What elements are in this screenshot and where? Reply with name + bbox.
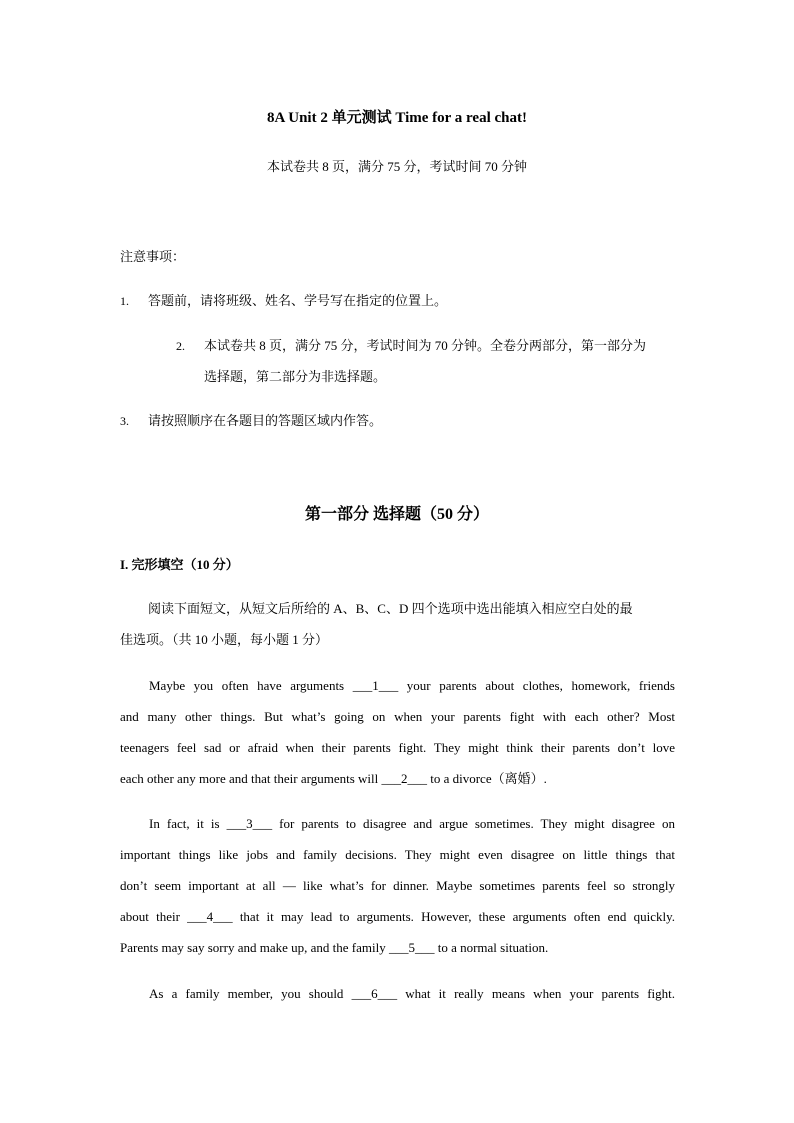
notice-item bbox=[176, 338, 646, 354]
page-subtitle: 本试卷共 8 页，满分 75 分，考试时间 70 分钟 bbox=[266, 159, 527, 174]
passage-line: each other any more and that their arguments will ___2___ to a divorce（离婚）. bbox=[120, 771, 547, 786]
notice-item-number: 2. bbox=[176, 339, 185, 353]
passage-line: about their ___4___ that it may lead to arguments. However, these arguments often end quickly. bbox=[120, 909, 675, 924]
notice-heading: 注意事项： bbox=[120, 249, 186, 264]
passage-line: As a family member, you should ___6___ what it really means when your parents fight. bbox=[149, 986, 675, 1001]
notice-item-text: 本试卷共 8 页，满分 75 分，考试时间为 70 分钟。全卷分两部分，第一部分为 bbox=[204, 338, 647, 353]
section-heading: I. 完形填空（10 分） bbox=[120, 557, 239, 572]
instruction-line: 阅读下面短文，从短文后所给的 A、B、C、D 四个选项中选出能填入相应空白处的最 bbox=[148, 601, 633, 616]
notice-item-text: 答题前，请将班级、姓名、学号写在指定的位置上。 bbox=[148, 293, 448, 308]
notice-item bbox=[120, 413, 382, 429]
instruction-line: 佳选项。（共 10 小题，每小题 1 分） bbox=[120, 632, 329, 647]
passage-line: teenagers feel sad or afraid when their parents fight. They might think their parents don’t love bbox=[120, 740, 675, 755]
passage-line: Parents may say sorry and make up, and the family ___5___ to a normal situation. bbox=[120, 940, 549, 955]
passage-line: don’t seem important at all — like what’s for dinner. Maybe sometimes parents feel so strongly bbox=[120, 878, 675, 893]
notice-item-continuation: 选择题，第二部分为非选择题。 bbox=[204, 369, 387, 384]
passage-line: Maybe you often have arguments ___1___ your parents about clothes, homework, friends bbox=[149, 678, 675, 693]
notice-item-number: 3. bbox=[120, 414, 129, 428]
notice-item bbox=[120, 293, 447, 309]
passage-line: and many other things. But what’s going on when your parents fight with each other? Most bbox=[120, 709, 675, 724]
notice-item-number: 1. bbox=[120, 294, 129, 308]
page-title: 8A Unit 2 单元测试 Time for a real chat! bbox=[267, 110, 527, 126]
notice-item-text: 请按照顺序在各题目的答题区域内作答。 bbox=[148, 413, 383, 428]
part-title: 第一部分 选择题（50 分） bbox=[304, 506, 489, 523]
passage-line: In fact, it is ___3___ for parents to disagree and argue sometimes. They might disagree on bbox=[149, 816, 675, 831]
passage-line: important things like jobs and family decisions. They might even disagree on little things that bbox=[120, 847, 675, 862]
